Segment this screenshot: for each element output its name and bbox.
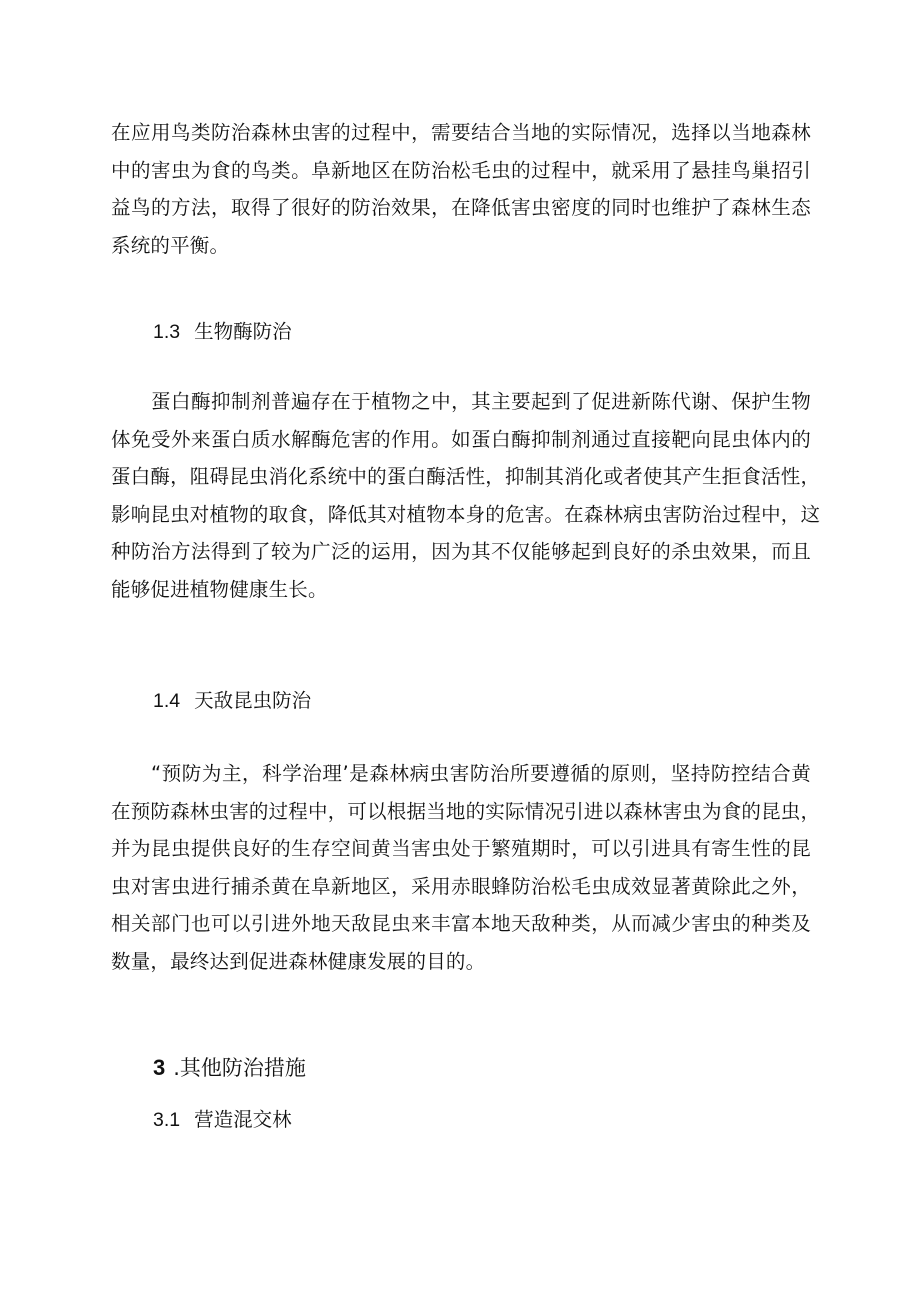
section-number: 3 xyxy=(153,1055,166,1080)
section-heading-3-1 xyxy=(153,1106,292,1134)
paragraph-line: 种防治方法得到了较为广泛的运用，因为其不仅能够起到良好的杀虫效果，而且 xyxy=(111,540,811,563)
section-title: 天敌昆虫防治 xyxy=(194,689,312,712)
section-title: .其他防治措施 xyxy=(173,1056,306,1080)
section-number: 3.1 xyxy=(153,1109,181,1131)
paragraph-line: 体免受外来蛋白质水解酶危害的作用。如蛋白酶抑制剂通过直接靶向昆虫体内的 xyxy=(111,427,811,451)
paragraph-line: 数量，最终达到促进森林健康发展的目的。 xyxy=(111,949,486,973)
section-heading-1-4 xyxy=(153,687,311,715)
paragraph-line: 能够促进植物健康生长。 xyxy=(111,577,328,601)
paragraph-line: 并为昆虫提供良好的生存空间黄当害虫处于繁殖期时，可以引进具有寄生性的昆 xyxy=(111,837,811,860)
paragraph-line: 蛋白酶抑制剂普遍存在于植物之中，其主要起到了促进新陈代谢、保护生物 xyxy=(151,390,811,413)
paragraph-line: “预防为主，科学治理’是森林病虫害防治所要遵循的原则，坚持防控结合黄 xyxy=(151,762,811,785)
paragraph-line: 在应用鸟类防治森林虫害的过程中，需要结合当地的实际情况，选择以当地森林 xyxy=(111,121,811,144)
section-title: 生物酶防治 xyxy=(194,320,292,343)
section-title: 营造混交林 xyxy=(194,1108,292,1131)
paragraph-line: 系统的平衡。 xyxy=(111,233,230,257)
paragraph-line: 在预防森林虫害的过程中，可以根据当地的实际情况引进以森林害虫为食的昆虫， xyxy=(111,799,821,823)
paragraph-line: 蛋白酶，阻碍昆虫消化系统中的蛋白酶活性，抑制其消化或者使其产生拒食活性， xyxy=(111,465,821,488)
paragraph-line: 虫对害虫进行捕杀黄在阜新地区，采用赤眼蜂防治松毛虫成效显著黄除此之外， xyxy=(111,874,811,898)
paragraph-enzyme-control xyxy=(111,383,821,608)
section-heading-3 xyxy=(153,1054,306,1082)
paragraph-line: 中的害虫为食的鸟类。阜新地区在防治松毛虫的过程中，就采用了悬挂鸟巢招引 xyxy=(111,158,811,182)
section-number: 1.3 xyxy=(153,321,181,343)
paragraph-line: 影响昆虫对植物的取食，降低其对植物本身的危害。在森林病虫害防治过程中，这 xyxy=(111,502,821,526)
section-heading-1-3 xyxy=(153,318,292,346)
paragraph-line: 益鸟的方法，取得了很好的防治效果，在降低害虫密度的同时也维护了森林生态 xyxy=(111,196,811,219)
section-number: 1.4 xyxy=(153,690,181,712)
paragraph-natural-enemy-control xyxy=(111,755,821,980)
paragraph-line: 相关部门也可以引进外地天敌昆虫来丰富本地天敌种类，从而减少害虫的种类及 xyxy=(111,912,811,935)
paragraph-bird-control xyxy=(111,114,811,264)
